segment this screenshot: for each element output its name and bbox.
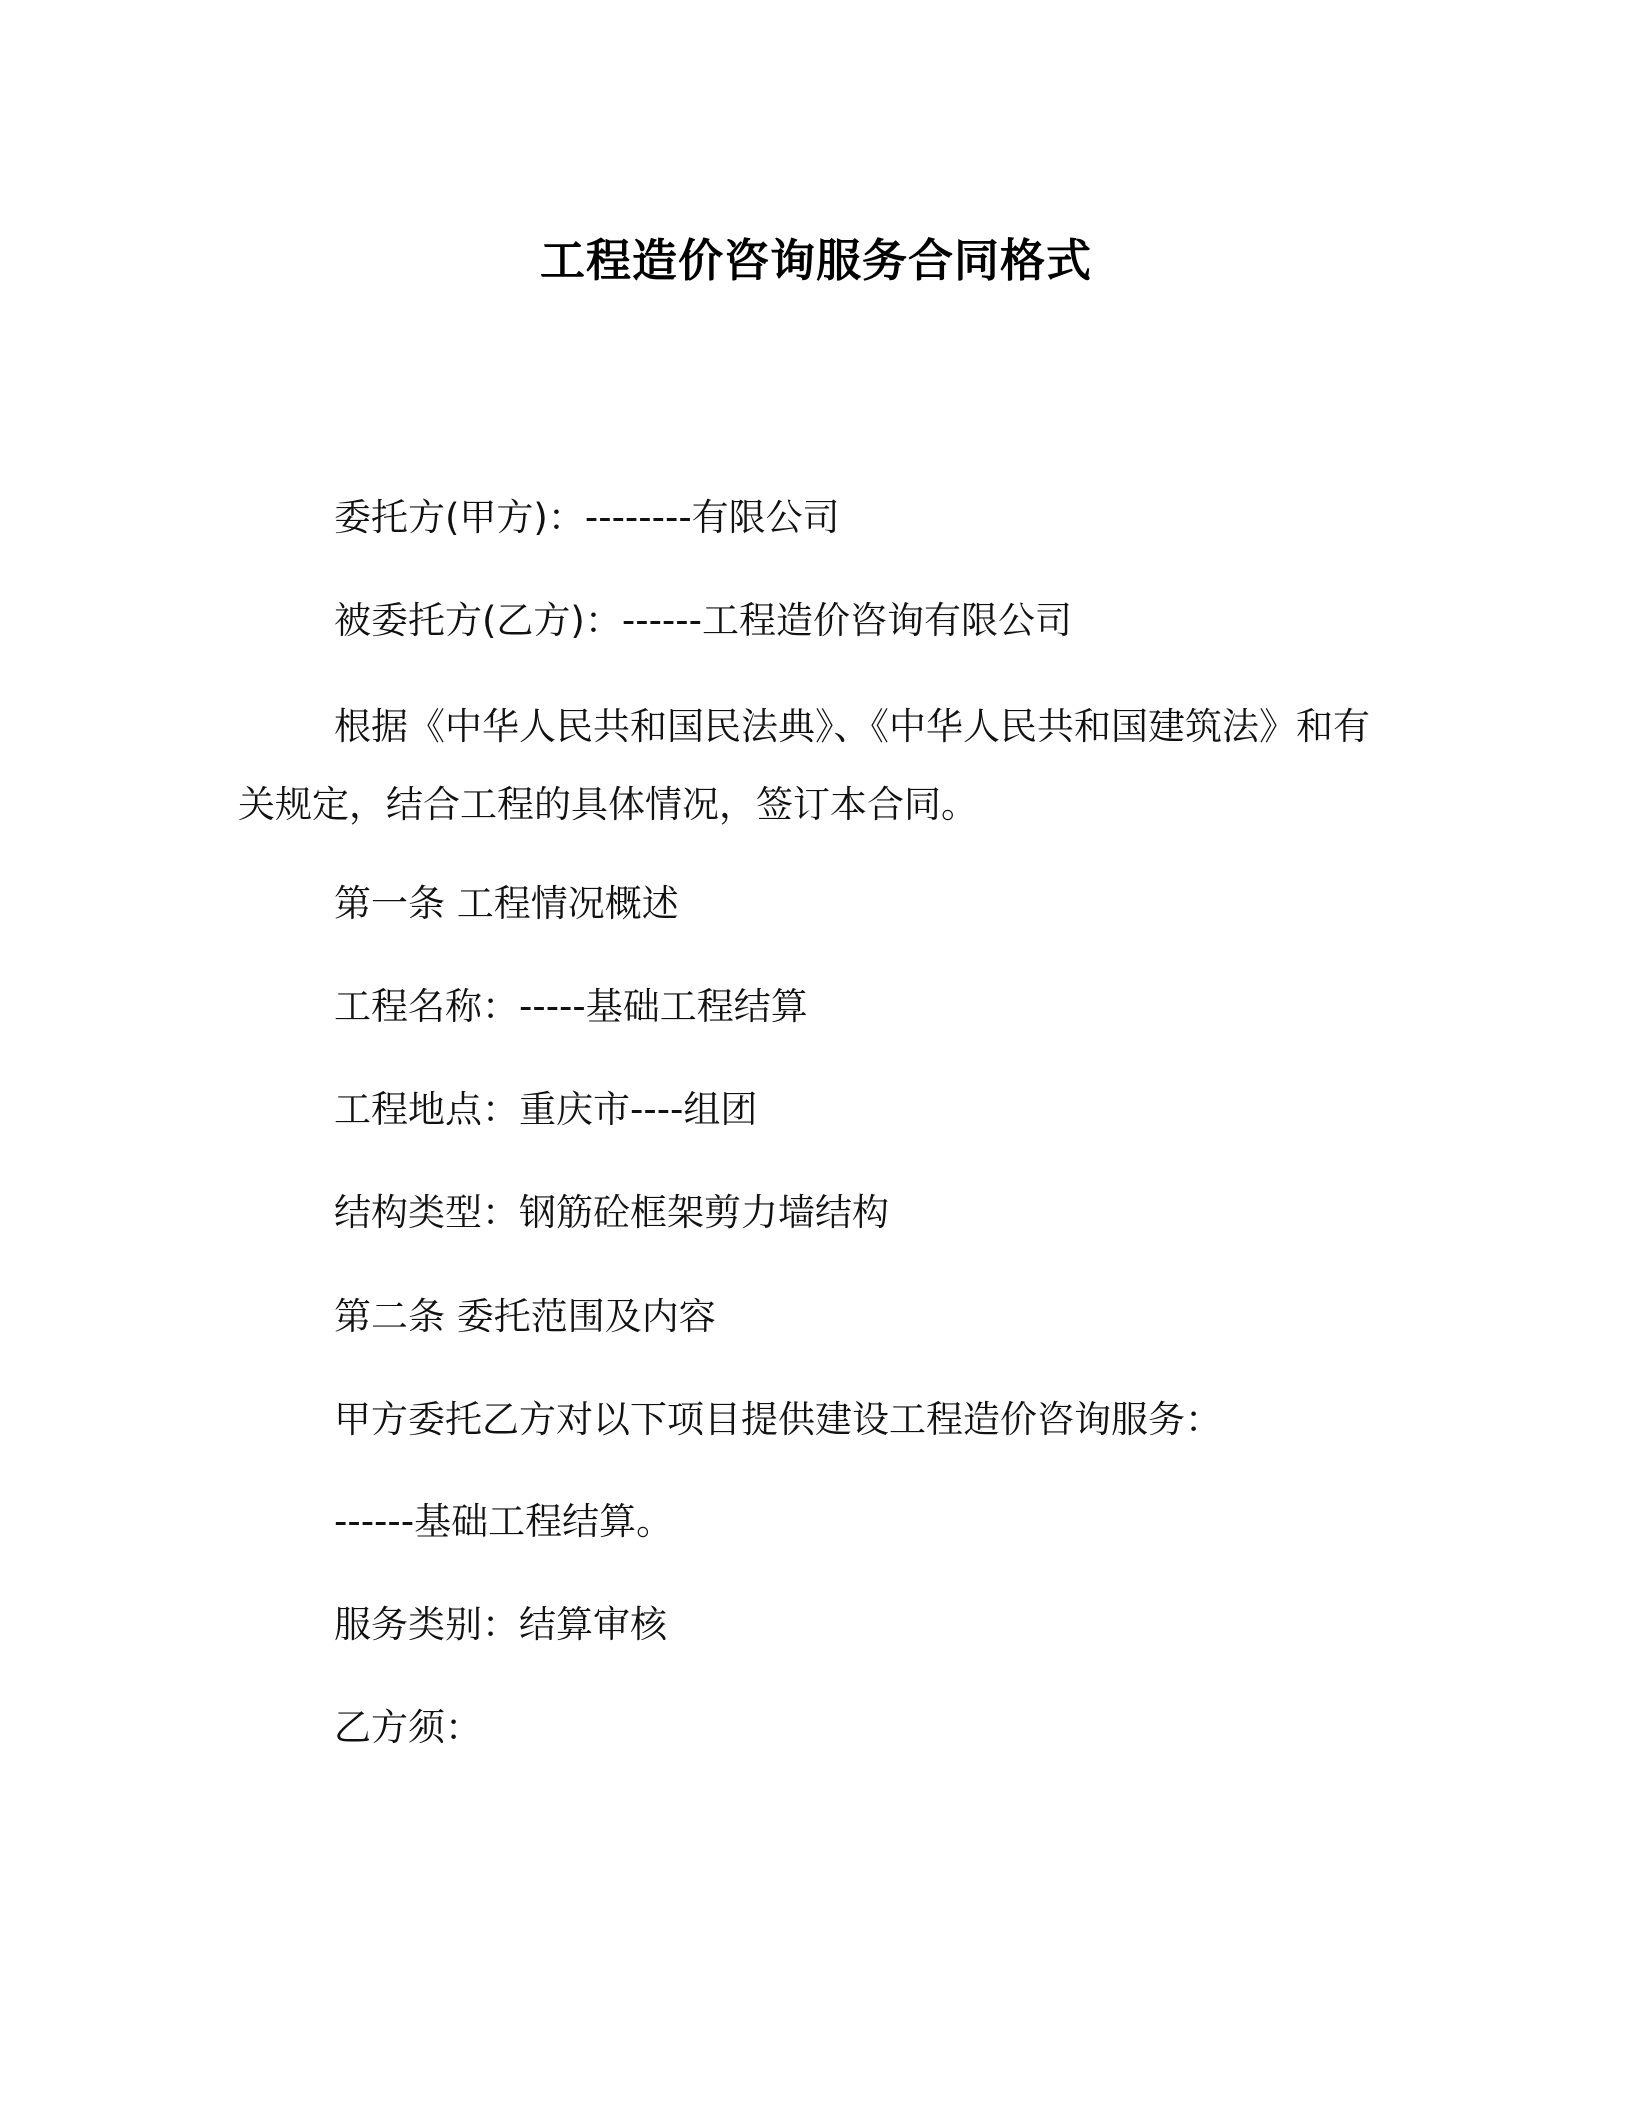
structure-type-line: 结构类型：钢筋砼框架剪力墙结构 bbox=[334, 1191, 889, 1234]
scope-item-line: ------基础工程结算。 bbox=[334, 1500, 674, 1543]
scope-intro-line: 甲方委托乙方对以下项目提供建设工程造价咨询服务： bbox=[334, 1398, 1222, 1441]
contractor-obligations-line: 乙方须： bbox=[334, 1706, 482, 1749]
basis-paragraph: 根据《中华人民共和国民法典》、《中华人民共和国建筑法》和有关规定，结合工程的具体情况，签订本合同。 bbox=[238, 705, 1370, 826]
project-location-line: 工程地点：重庆市----组团 bbox=[334, 1088, 758, 1131]
contractor-party-line: 被委托方(乙方)：------工程造价咨询有限公司 bbox=[334, 599, 1072, 642]
project-name-line: 工程名称：-----基础工程结算 bbox=[334, 985, 808, 1028]
article-1-heading: 第一条 工程情况概述 bbox=[334, 882, 679, 925]
client-party-line: 委托方(甲方)：--------有限公司 bbox=[334, 496, 840, 539]
service-category-line: 服务类别：结算审核 bbox=[334, 1603, 667, 1646]
document-title: 工程造价咨询服务合同格式 bbox=[539, 234, 1092, 287]
article-2-heading: 第二条 委托范围及内容 bbox=[334, 1295, 716, 1338]
